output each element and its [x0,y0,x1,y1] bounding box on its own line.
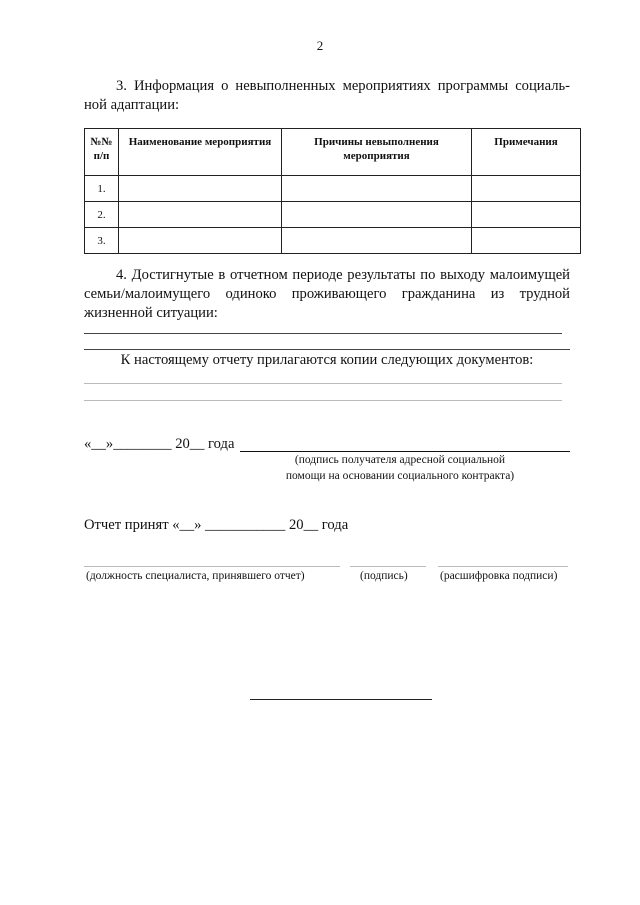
position-blank-line [84,566,340,567]
attachments-blank-line-1 [84,383,562,384]
signature-caption: (подпись) [360,570,408,582]
page-number: 2 [316,38,324,53]
table-row [85,176,581,202]
cell-note [472,202,581,228]
cell-reason [282,176,472,202]
recipient-signature-caption [250,452,550,484]
header-reasons: Причины невыполнения мероприятия [282,129,472,176]
decoding-blank-line [438,566,568,567]
activities-table [84,128,581,254]
row-number: 3. [85,228,119,254]
cell-activity [119,228,282,254]
position-caption: (должность специалиста, принявшего отчет) [86,570,305,582]
header-notes: Примечания [472,129,581,176]
signature-date-line: «__»________ 20__ года [84,436,235,452]
closing-rule [250,699,432,700]
caption-line-1: (подпись получателя адресной социальной [294,454,506,466]
section-3-text: 3. Информация о невыполненных мероприятиях программы социаль-ной адаптации: [84,78,570,113]
signature-blank-line [350,566,426,567]
results-blank-line-2 [84,349,570,350]
header-activity-name: Наименование мероприятия [119,129,282,176]
cell-activity [119,202,282,228]
section-4-text: 4. Достигнутые в отчетном периоде результаты по выходу малоимущей семьи/малоимущего одиноко проживающего гражданина из трудной жизненной ситуации: [84,267,570,321]
row-number: 2. [85,202,119,228]
cell-note [472,228,581,254]
report-accepted-line: Отчет принят «__» ___________ 20__ года [84,517,349,533]
row-number: 1. [85,176,119,202]
decoding-caption: (расшифровка подписи) [440,570,558,582]
attachments-blank-line-2 [84,400,562,401]
cell-activity [119,176,282,202]
table-row [85,202,581,228]
table-row [85,228,581,254]
caption-line-2: помощи на основании социального контракта) [285,470,515,482]
attachments-text: К настоящему отчету прилагаются копии следующих документов: [120,352,534,368]
header-number: №№ п/п [85,129,119,176]
table-header-row [85,129,581,176]
cell-reason [282,228,472,254]
cell-note [472,176,581,202]
cell-reason [282,202,472,228]
results-blank-line-1 [84,333,562,334]
